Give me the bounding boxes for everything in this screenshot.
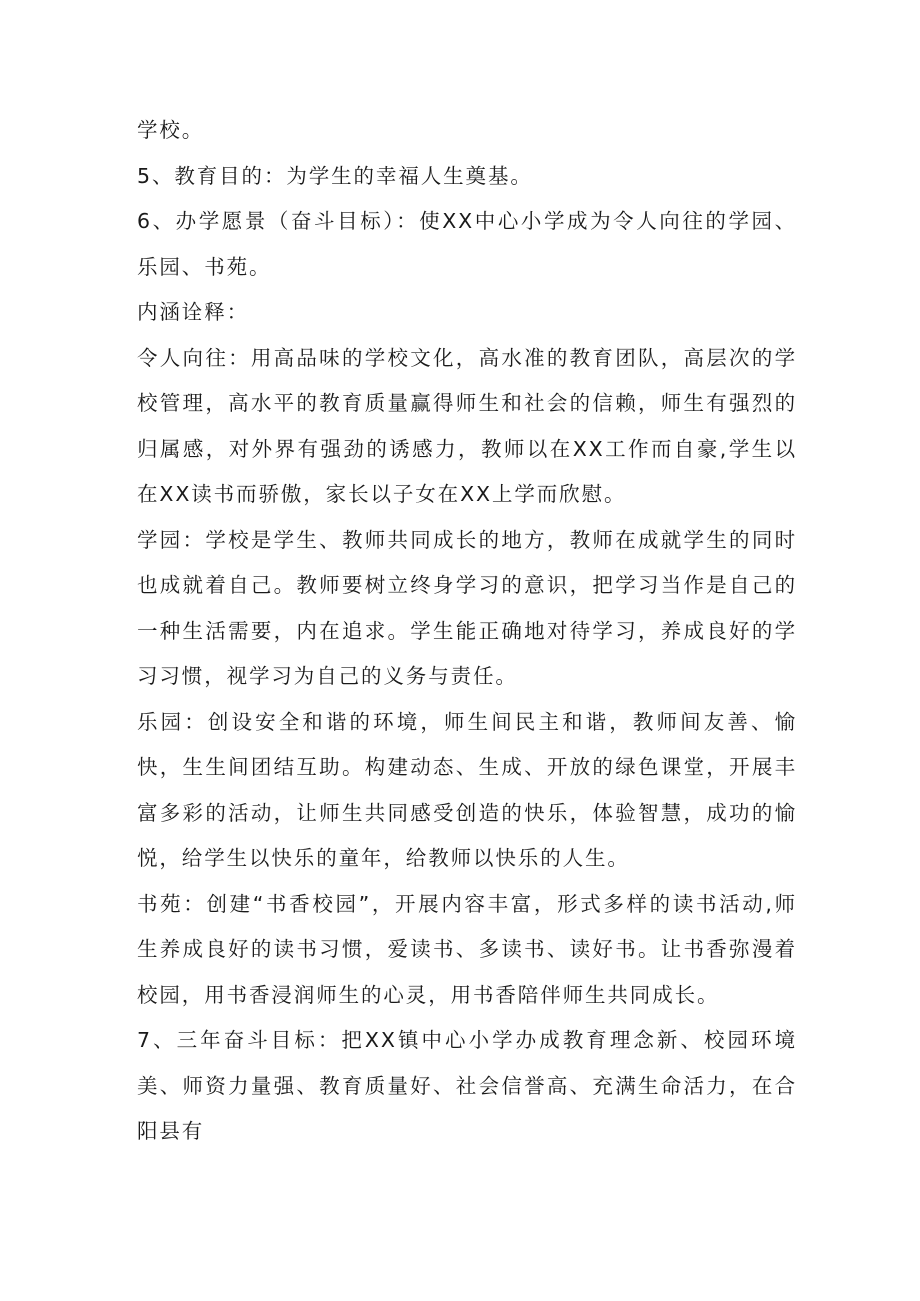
- paragraph-school-vision: 6、办学愿景（奋斗目标）：使XX中心小学成为令人向往的学园、乐园、书苑。: [137, 209, 797, 279]
- paragraph-paradise: 乐园：创设安全和谐的环境，师生间民主和谐，教师间友善、愉快，生生间团结互助。构建动态、生成、开放的绿色课堂，开展丰富多彩的活动，让师生共同感受创造的快乐，体验智慧，成功的愉悦，给学生以快乐的童年，给教师以快乐的人生。: [137, 709, 797, 870]
- paragraph-book-garden: 书苑：创建“书香校园”，开展内容丰富，形式多样的读书活动,师生养成良好的读书习惯，爱读书、多读书、读好书。让书香弥漫着校园，用书香浸润师生的心灵，用书香陪伴师生共同成长。: [137, 891, 797, 1007]
- paragraph-three-year-goal: 7、三年奋斗目标：把XX镇中心小学办成教育理念新、校园环境美、师资力量强、教育质量好、社会信誉高、充满生命活力，在合阳县有: [137, 1028, 797, 1143]
- paragraph-learning-garden: 学园：学校是学生、教师共同成长的地方，教师在成就学生的同时也成就着自己。教师要树立终身学习的意识，把学习当作是自己的一种生活需要，内在追求。学生能正确地对待学习，养成良好的学习习惯，视学习为自己的义务与责任。: [137, 527, 797, 688]
- paragraph-connotation-heading: 内涵诠释：: [137, 300, 249, 324]
- document-body: [137, 108, 797, 1155]
- paragraph-education-goal: 5、教育目的：为学生的幸福人生奠基。: [137, 163, 533, 188]
- paragraph-continuation: 学校。: [137, 118, 205, 142]
- paragraph-admirable: 令人向往：用高品味的学校文化，高水准的教育团队，高层次的学校管理，高水平的教育质量赢得师生和社会的信赖，师生有强烈的归属感，对外界有强劲的诱感力，教师以在XX工作而自豪,学生以在XX读书而骄傲，家长以子女在XX上学而欣慰。: [137, 345, 797, 506]
